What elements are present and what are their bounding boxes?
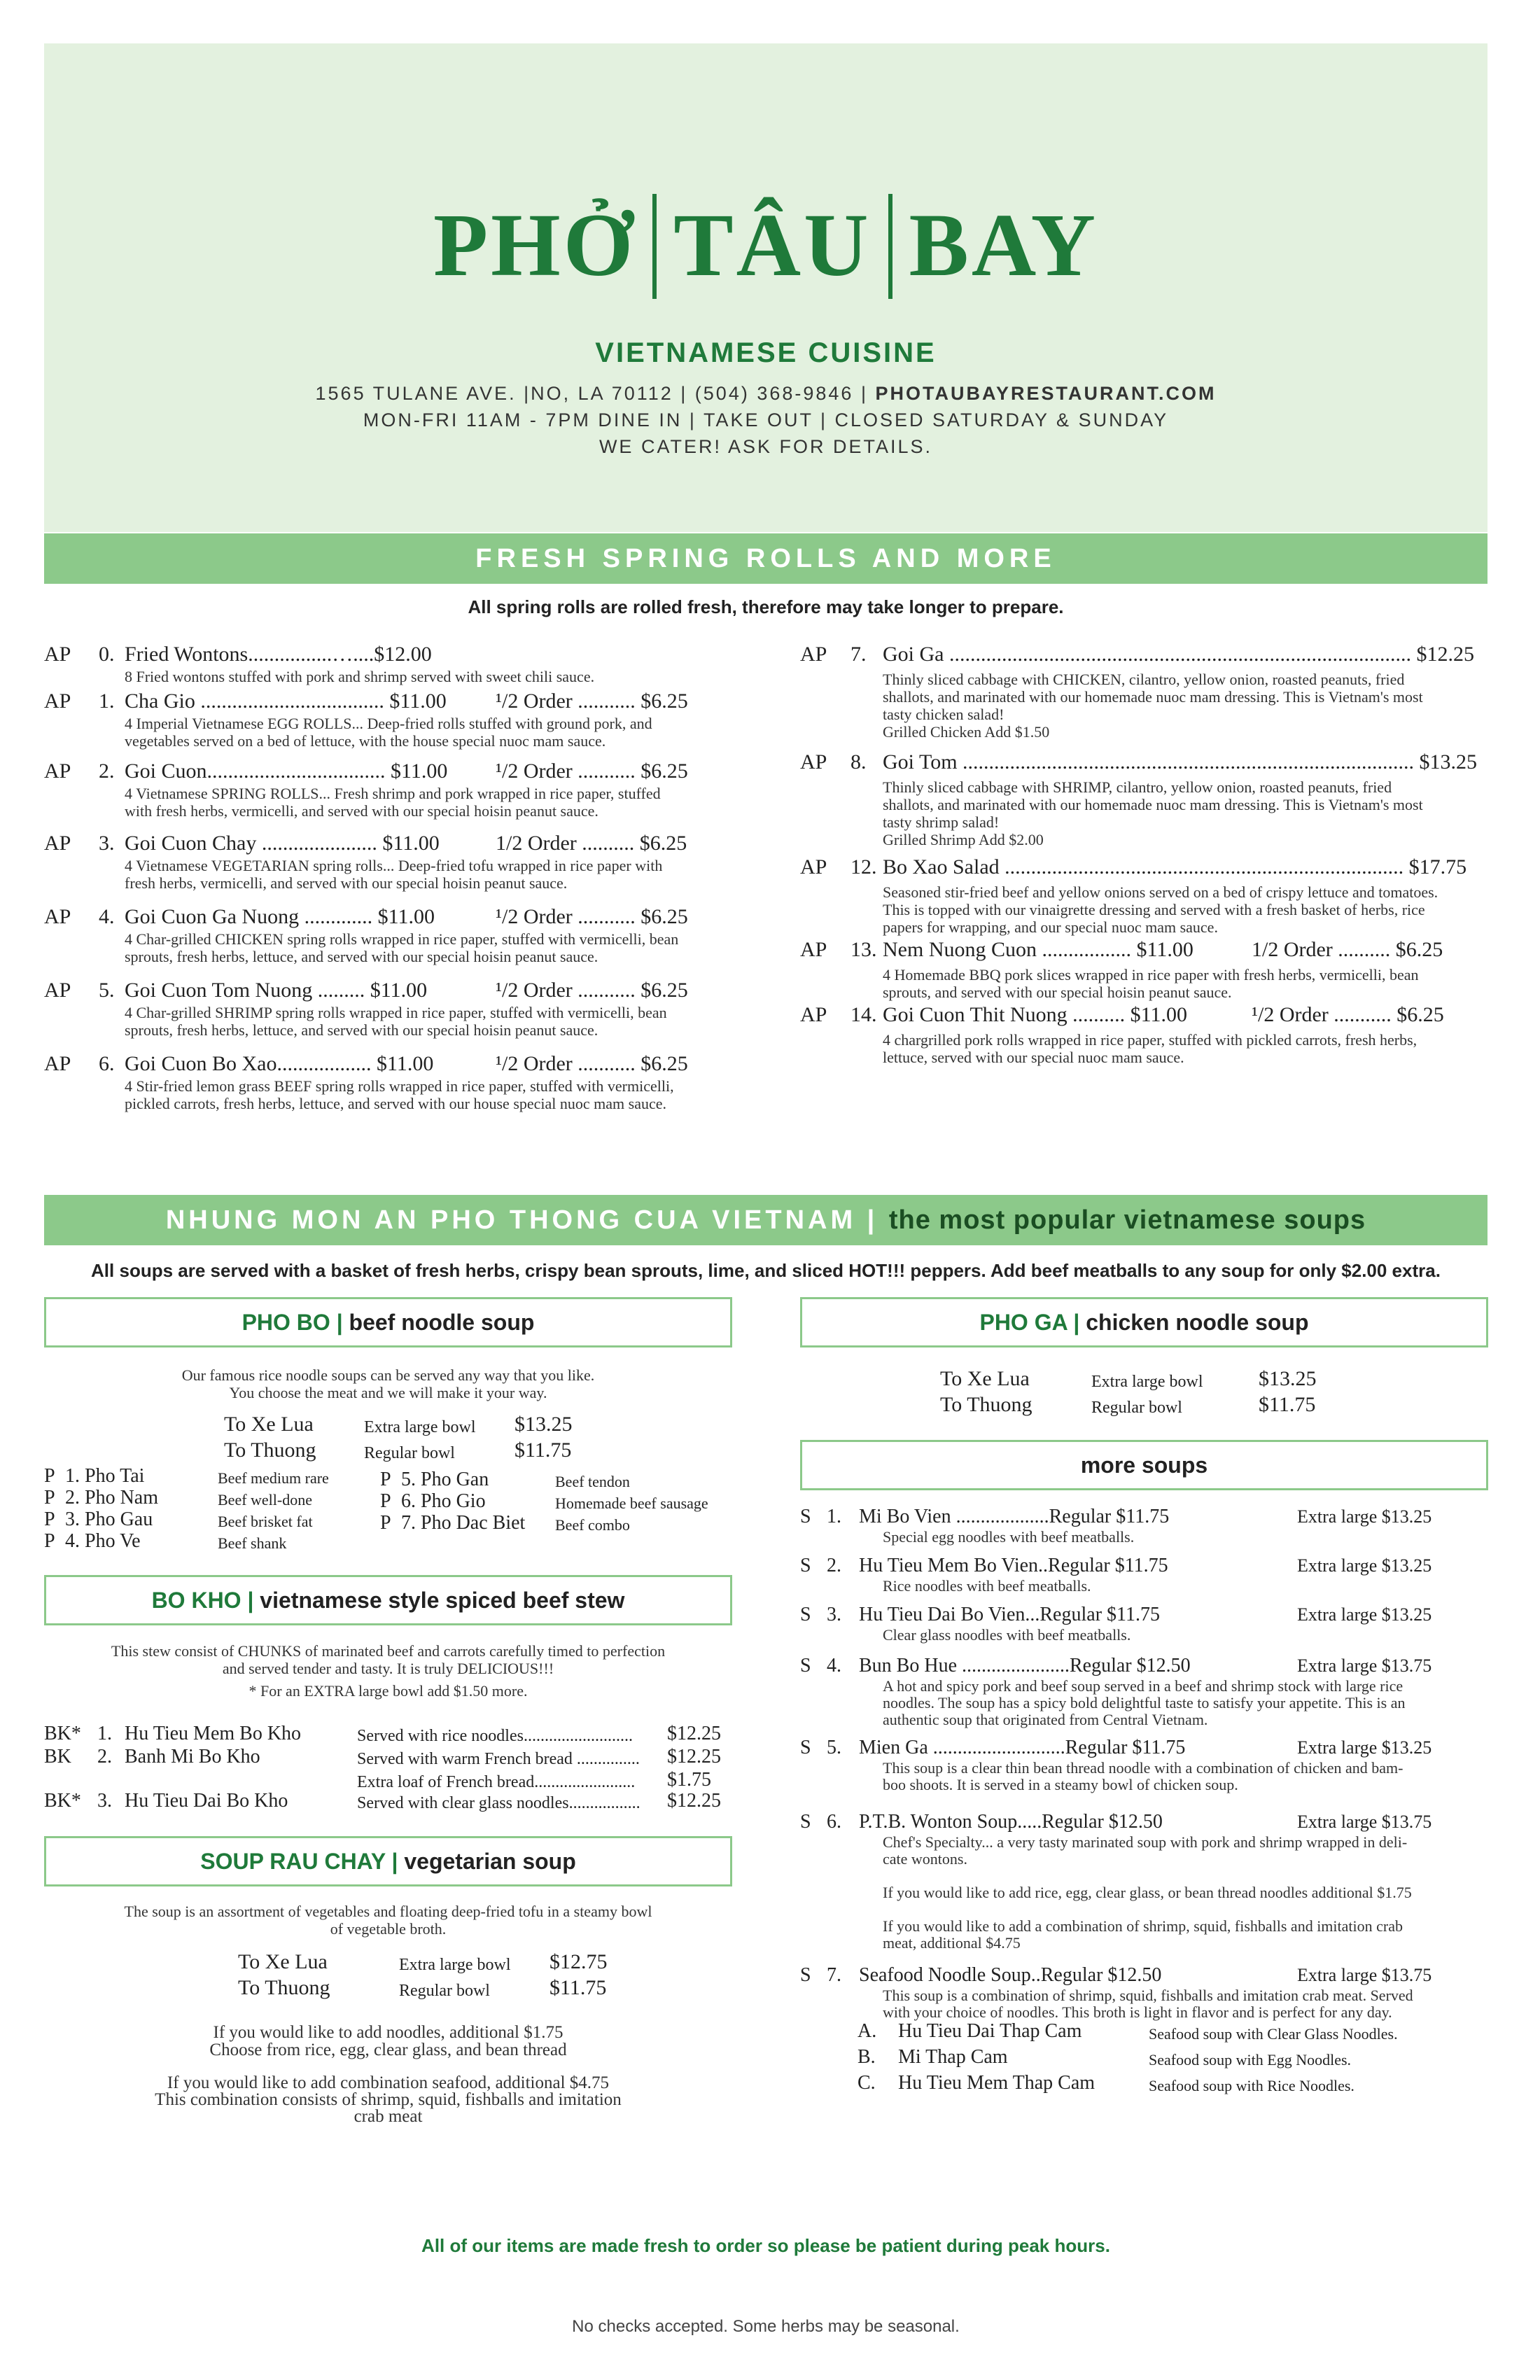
header-panel [44, 43, 1488, 532]
item-description: 4 Imperial Vietnamese EGG ROLLS... Deep-fried rolls stuffed with ground pork, and [125, 715, 652, 732]
option-name: Hu Tieu Mem Thap Cam [898, 2072, 1096, 2094]
item-code: AP [44, 690, 71, 713]
item-number: 6. [827, 1811, 841, 1833]
menu-item [44, 643, 730, 684]
item-description: Special egg noodles with beef meatballs. [883, 1528, 1135, 1546]
checks-note: No checks accepted. Some herbs may be seasonal. [572, 2317, 960, 2336]
item-number: 0. [99, 643, 115, 666]
half-order-price: ¹/2 Order ........... $6.25 [496, 690, 688, 713]
item-number: 8. [850, 750, 867, 774]
item-description: If you would like to add rice, egg, clear glass, or bean thread noodles additional $1.75 [883, 1884, 1412, 1901]
item-description: 4 Stir-fried lemon grass BEEF spring rolls wrapped in rice paper, stuffed with vermicelli, [125, 1077, 674, 1095]
item-description: Thinly sliced cabbage with SHRIMP, cilantro, yellow onion, roasted peanuts, fried [883, 778, 1392, 796]
item-number: 2. [99, 760, 115, 783]
size-name: To Xe Lua [238, 1950, 328, 1973]
item-description: If you would like to add a combination of shrimp, squid, fishballs and imitation crab [883, 1917, 1403, 1935]
item-description: tasty shrimp salad! [883, 813, 1000, 831]
size-label: Extra large bowl [1091, 1373, 1203, 1391]
item-description: Homemade beef sausage [555, 1494, 708, 1512]
item-code: BK* [44, 1723, 81, 1744]
item-description: tasty chicken salad! [883, 706, 1004, 723]
logo-divider [888, 194, 892, 299]
item-number: 13. [850, 938, 877, 961]
option-name: Hu Tieu Dai Thap Cam [898, 2020, 1082, 2042]
item-number: 3. [97, 1790, 112, 1812]
pho-ga-header [800, 1297, 1488, 1348]
menu-item [44, 832, 730, 890]
bo-kho-intro-1: This stew consist of CHUNKS of marinated beef and carrots carefully timed to perfection [111, 1642, 666, 1660]
pho-ga-subtitle: chicken noodle soup [1086, 1310, 1309, 1335]
fresh-note: All of our items are made fresh to order so please be patient during peak hours. [421, 2235, 1110, 2256]
size-name: To Thuong [224, 1438, 316, 1462]
item-description: Extra loaf of French bread........................ [357, 1773, 636, 1791]
item-code: AP [800, 938, 827, 961]
item-name-price: Goi Cuon Chay ...................... $11.00 [125, 832, 440, 855]
rau-chay-title: SOUP RAU CHAY | [200, 1849, 398, 1874]
item-name-price: P.T.B. Wonton Soup.....Regular $12.50 [859, 1811, 1163, 1833]
item-name-price: Goi Tom ...................................................................................... $13.25 [883, 750, 1478, 774]
item-name-price: Nem Nuong Cuon ................. $11.00 [883, 938, 1194, 961]
item-number: 6. [99, 1052, 115, 1075]
item-code: AP [44, 979, 71, 1002]
item-code: AP [44, 643, 71, 666]
item-name-price: Hu Tieu Dai Bo Vien...Regular $11.75 [859, 1604, 1160, 1625]
item-number: 2. [827, 1555, 841, 1576]
item-description: authentic soup that originated from Central Vietnam. [883, 1711, 1208, 1728]
item-description: 8 Fried wontons stuffed with pork and shrimp served with sweet chili sauce. [125, 668, 595, 685]
item-name-price: Goi Cuon Bo Xao.................. $11.00 [125, 1052, 434, 1075]
size-price: $11.75 [514, 1438, 572, 1462]
item-description: Rice noodles with beef meatballs. [883, 1577, 1091, 1595]
logo-word-bay: BAY [909, 195, 1099, 295]
extra-large-price: Extra large $13.75 [1297, 1812, 1432, 1832]
item-price: $12.25 [667, 1746, 721, 1768]
item-description: shallots, and marinated with our homemade nuoc mam dressing. This is Vietnam's most [883, 796, 1423, 813]
bo-kho-intro-2: and served tender and tasty. It is truly DELICIOUS!!! [222, 1660, 554, 1677]
bo-kho-intro-3: * For an EXTRA large bowl add $1.50 more. [248, 1682, 528, 1700]
item-price: $12.25 [667, 1790, 721, 1812]
item-name-price: Goi Cuon Ga Nuong ............. $11.00 [125, 905, 435, 928]
size-label: Extra large bowl [399, 1956, 511, 1974]
item-number: 4. [99, 905, 115, 928]
item-description: papers for wrapping, and our special nuoc mam sauce. [883, 918, 1218, 936]
item-code: AP [800, 750, 827, 774]
size-price: $11.75 [1259, 1393, 1316, 1416]
item-code: AP [44, 905, 71, 928]
item-name: Hu Tieu Mem Bo Kho [125, 1723, 302, 1744]
item-description: This soup is a combination of shrimp, squid, fishballs and imitation crab meat. Served [883, 1987, 1413, 2004]
menu-item [800, 1003, 1488, 1065]
soup-item [800, 1505, 1488, 1546]
item-price: $12.25 [667, 1723, 721, 1744]
soup-item [800, 1654, 1488, 1730]
menu-item [800, 938, 1488, 1000]
item-description: Served with rice noodles.......................... [357, 1727, 633, 1745]
item-description: 4 Homemade BBQ pork slices wrapped in rice paper with fresh herbs, vermicelli, bean [883, 966, 1419, 983]
extra-large-price: Extra large $13.25 [1297, 1555, 1432, 1576]
pho-ga-title: PHO GA | [979, 1310, 1080, 1335]
item-code: AP [800, 1003, 827, 1026]
item-description: pickled carrots, fresh herbs, lettuce, and served with our house special nuoc mam sauce. [125, 1095, 667, 1112]
logo-word-tau: TÂU [673, 195, 872, 295]
item-name: 5. Pho Gan [401, 1469, 489, 1490]
item-description: Grilled Chicken Add $1.50 [883, 723, 1050, 741]
rau-chay-intro-1: The soup is an assortment of vegetables and floating deep-fried tofu in a steamy bowl [124, 1903, 652, 1920]
option-letter: A. [858, 2020, 877, 2042]
soups-banner-english: the most popular vietnamese soups [888, 1205, 1366, 1235]
item-name: 4. Pho Ve [65, 1530, 141, 1552]
size-label: Regular bowl [1091, 1399, 1182, 1417]
item-name-price: Goi Cuon Thit Nuong .......... $11.00 [883, 1003, 1188, 1026]
item-name-price: Fried Wontons................…....$12.00 [125, 643, 432, 666]
rau-chay-intro-2: of vegetable broth. [330, 1920, 447, 1938]
item-description: sprouts, fresh herbs, lettuce, and served with our special hoisin peanut sauce. [125, 1021, 598, 1039]
item-description: Served with warm French bread ............... [357, 1750, 640, 1768]
item-code: AP [800, 855, 827, 878]
item-description: 4 Char-grilled SHRIMP spring rolls wrapped in rice paper, stuffed with vermicelli, bean [125, 1004, 667, 1021]
item-description: Beef shank [218, 1534, 287, 1552]
item-code: BK [44, 1746, 71, 1768]
item-number: 4. [827, 1655, 841, 1676]
soups-note: All soups are served with a basket of fresh herbs, crispy bean sprouts, lime, and sliced HOT!!! peppers. Add beef meatballs to any soup for only $2.00 extra. [91, 1260, 1441, 1281]
menu-item [44, 690, 730, 748]
more-soups-header [800, 1440, 1488, 1490]
item-number: 5. [827, 1737, 841, 1758]
item-code: P [44, 1530, 55, 1552]
item-description: Beef medium rare [218, 1469, 329, 1487]
rau-chay-noodles-2: Choose from rice, egg, clear glass, and bean thread [209, 2040, 567, 2059]
item-description: cate wontons. [883, 1850, 967, 1868]
item-number: 7. [850, 643, 867, 666]
item-description: noodles. The soup has a spicy bold delightful taste to satisfy your appetite. This is an [883, 1694, 1406, 1712]
item-name-price: Mi Bo Vien ...................Regular $11.75 [859, 1506, 1170, 1527]
item-description: Served with clear glass noodles................. [357, 1794, 640, 1812]
item-code: AP [44, 760, 71, 783]
item-description: Chef's Specialty... a very tasty marinated soup with pork and shrimp wrapped in deli- [883, 1833, 1408, 1851]
item-description: sprouts, fresh herbs, lettuce, and served with our special hoisin peanut sauce. [125, 948, 598, 965]
address-text: 1565 TULANE AVE. |NO, LA 70112 | (504) 368-9846 | [315, 383, 868, 404]
size-price: $11.75 [550, 1976, 607, 1999]
item-code: S [800, 1506, 811, 1527]
pho-bo-subtitle: beef noodle soup [349, 1310, 535, 1335]
extra-large-price: Extra large $13.75 [1297, 1965, 1432, 1985]
size-name: To Thuong [238, 1976, 330, 1999]
item-code: AP [800, 643, 827, 666]
pho-bo-header [44, 1297, 732, 1348]
item-code: S [800, 1604, 811, 1625]
half-order-price: ¹/2 Order ........... $6.25 [496, 979, 688, 1002]
item-description: Clear glass noodles with beef meatballs. [883, 1626, 1131, 1644]
extra-large-price: Extra large $13.25 [1297, 1506, 1432, 1527]
size-name: To Thuong [940, 1393, 1032, 1416]
rau-chay-subtitle: vegetarian soup [404, 1849, 576, 1874]
option-letter: C. [858, 2072, 876, 2094]
half-order-price: ¹/2 Order ........... $6.25 [496, 760, 688, 783]
item-description: 4 Char-grilled CHICKEN spring rolls wrapped in rice paper, stuffed with vermicelli, bean [125, 930, 679, 948]
item-name: 7. Pho Dac Biet [401, 1512, 526, 1534]
item-name-price: Goi Cuon.................................. $11.00 [125, 760, 448, 783]
half-order-price: ¹/2 Order ........... $6.25 [496, 1052, 688, 1075]
rau-chay-header [44, 1836, 732, 1886]
more-soups-title: more soups [1080, 1452, 1208, 1478]
soup-item [800, 1554, 1488, 1595]
logo-word-pho: PHỞ [433, 195, 636, 295]
size-label: Extra large bowl [364, 1418, 476, 1436]
pho-bo-intro-2: You choose the meat and we will make it your way. [229, 1384, 547, 1401]
item-code: P [380, 1512, 391, 1534]
restaurant-logo [44, 194, 1488, 307]
half-order-price: 1/2 Order .......... $6.25 [496, 832, 687, 855]
item-name-price: Cha Gio ................................... $11.00 [125, 690, 447, 713]
address-line [44, 383, 1488, 405]
item-description: with your choice of noodles. This broth is light in flavor and is perfect for any day. [883, 2003, 1392, 2021]
item-number: 5. [99, 979, 115, 1002]
item-number: 3. [827, 1604, 841, 1625]
item-description: 4 Vietnamese VEGETARIAN spring rolls... Deep-fried tofu wrapped in rice paper with [125, 857, 663, 874]
pho-bo-title: PHO BO | [241, 1310, 343, 1335]
item-name: 2. Pho Nam [65, 1487, 158, 1508]
half-order-price: ¹/2 Order ........... $6.25 [1252, 1003, 1444, 1026]
item-description: 4 chargrilled pork rolls wrapped in rice paper, stuffed with pickled carrots, fresh herbs, [883, 1031, 1418, 1049]
rau-chay-seafood-3: crab meat [354, 2107, 423, 2126]
item-description: Seasoned stir-fried beef and yellow onions served on a bed of crispy lettuce and tomatoes. [883, 883, 1438, 901]
soup-item [800, 1963, 1488, 2022]
website-link[interactable]: PHOTAUBAYRESTAURANT.COM [875, 383, 1217, 404]
item-description: boo shoots. It is served in a steamy bowl of chicken soup. [883, 1776, 1238, 1793]
hours-line: MON-FRI 11AM - 7PM DINE IN | TAKE OUT | CLOSED SATURDAY & SUNDAY [363, 410, 1169, 430]
item-name-price: Seafood Noodle Soup..Regular $12.50 [859, 1964, 1162, 1986]
size-label: Regular bowl [364, 1444, 455, 1462]
rau-chay-noodles-1: If you would like to add noodles, additional $1.75 [213, 2023, 564, 2042]
soup-item [800, 1736, 1488, 1795]
item-description: Beef combo [555, 1516, 630, 1534]
rau-chay-seafood-2: This combination consists of shrimp, squid, fishballs and imitation [155, 2090, 622, 2109]
item-name-price: Bo Xao Salad ............................................................................ $17.75 [883, 855, 1467, 878]
item-name: Banh Mi Bo Kho [125, 1746, 260, 1768]
item-name: 1. Pho Tai [65, 1465, 145, 1487]
item-description: meat, additional $4.75 [883, 1934, 1021, 1952]
item-description: Grilled Shrimp Add $2.00 [883, 831, 1044, 848]
item-number: 2. [97, 1746, 112, 1768]
item-name-price: Mien Ga ...........................Regular $11.75 [859, 1737, 1186, 1758]
size-price: $13.25 [514, 1413, 573, 1436]
half-order-price: 1/2 Order .......... $6.25 [1252, 938, 1443, 961]
item-code: P [44, 1487, 55, 1508]
item-description: Beef brisket fat [218, 1513, 313, 1530]
spring-rolls-banner: FRESH SPRING ROLLS AND MORE [44, 533, 1488, 584]
item-name-price: Goi Ga ........................................................................................ $12.25 [883, 643, 1474, 666]
item-number: 12. [850, 855, 877, 878]
logo-divider [652, 194, 657, 299]
item-code: AP [44, 832, 71, 855]
item-code: P [44, 1465, 55, 1487]
item-number: 1. [99, 690, 115, 713]
option-description: Seafood soup with Egg Noodles. [1149, 2051, 1352, 2068]
item-number: 1. [827, 1506, 841, 1527]
item-name: 6. Pho Gio [401, 1490, 486, 1512]
size-price: $13.25 [1259, 1367, 1317, 1390]
item-code: S [800, 1655, 811, 1676]
option-letter: B. [858, 2046, 876, 2068]
spring-rolls-note: All spring rolls are rolled fresh, therefore may take longer to prepare. [468, 596, 1064, 617]
option-description: Seafood soup with Rice Noodles. [1149, 2077, 1354, 2094]
extra-large-price: Extra large $13.25 [1297, 1737, 1432, 1758]
rau-chay-seafood-1: If you would like to add combination seafood, additional $4.75 [167, 2073, 610, 2092]
item-name: Hu Tieu Dai Bo Kho [125, 1790, 288, 1812]
size-name: To Xe Lua [940, 1367, 1030, 1390]
option-name: Mi Thap Cam [898, 2046, 1008, 2068]
extra-large-price: Extra large $13.25 [1297, 1604, 1432, 1625]
item-description: fresh herbs, vermicelli, and served with our special hoisin peanut sauce. [125, 874, 568, 892]
item-code: S [800, 1964, 811, 1986]
soups-banner [44, 1195, 1488, 1245]
soup-item [800, 1603, 1488, 1644]
item-description: with fresh herbs, vermicelli, and served with our special hoisin peanut sauce. [125, 802, 598, 820]
cater-line: WE CATER! ASK FOR DETAILS. [598, 436, 933, 457]
item-name-price: Goi Cuon Tom Nuong ......... $11.00 [125, 979, 428, 1002]
item-code: P [380, 1469, 391, 1490]
pho-bo-intro-1: Our famous rice noodle soups can be served any way that you like. [181, 1366, 595, 1384]
bo-kho-title: BO KHO | [151, 1588, 254, 1613]
menu-item [44, 760, 730, 818]
item-name-price: Bun Bo Hue ......................Regular $12.50 [859, 1655, 1191, 1676]
size-name: To Xe Lua [224, 1413, 314, 1436]
item-description: vegetables served on a bed of lettuce, with the house special nuoc mam sauce. [125, 732, 606, 750]
size-price: $12.75 [550, 1950, 608, 1973]
item-code: AP [44, 1052, 71, 1075]
soup-item [800, 1810, 1488, 1956]
item-code: S [800, 1737, 811, 1758]
item-description: lettuce, served with our special nuoc mam sauce. [883, 1049, 1184, 1066]
half-order-price: ¹/2 Order ........... $6.25 [496, 905, 688, 928]
item-description: shallots, and marinated with our homemade nuoc mam dressing. This is Vietnam's most [883, 688, 1423, 706]
item-description: Thinly sliced cabbage with CHICKEN, cilantro, yellow onion, roasted peanuts, fried [883, 671, 1405, 688]
item-description: This soup is a clear thin bean thread noodle with a combination of chicken and bam- [883, 1759, 1404, 1777]
bo-kho-header [44, 1575, 732, 1625]
item-name-price: Hu Tieu Mem Bo Vien..Regular $11.75 [859, 1555, 1168, 1576]
item-number: 1. [97, 1723, 112, 1744]
item-code: P [380, 1490, 391, 1512]
menu-item [44, 905, 730, 964]
item-code: P [44, 1508, 55, 1530]
item-price: $1.75 [667, 1769, 711, 1791]
bo-kho-subtitle: vietnamese style spiced beef stew [260, 1588, 625, 1613]
size-label: Regular bowl [399, 1982, 490, 2000]
option-description: Seafood soup with Clear Glass Noodles. [1149, 2025, 1398, 2043]
item-description: 4 Vietnamese SPRING ROLLS... Fresh shrimp and pork wrapped in rice paper, stuffed [125, 785, 661, 802]
menu-item [800, 750, 1488, 847]
item-description: A hot and spicy pork and beef soup served in a beef and shrimp stock with large rice [883, 1677, 1404, 1695]
menu-item [44, 979, 730, 1037]
menu-item [800, 643, 1488, 739]
item-description: Beef tendon [555, 1473, 630, 1490]
item-number: 7. [827, 1964, 841, 1986]
item-number: 14. [850, 1003, 877, 1026]
item-name: 3. Pho Gau [65, 1508, 153, 1530]
item-description: sprouts, and served with our special hoisin peanut sauce. [883, 983, 1232, 1001]
menu-item [44, 1052, 730, 1111]
item-description: Beef well-done [218, 1491, 312, 1508]
extra-large-price: Extra large $13.75 [1297, 1656, 1432, 1676]
item-description: This is topped with our vinaigrette dressing and served with a fresh basket of herbs, rice [883, 901, 1425, 918]
item-code: BK* [44, 1790, 81, 1812]
item-number: 3. [99, 832, 115, 855]
soups-banner-vietnamese: NHUNG MON AN PHO THONG CUA VIETNAM | [165, 1205, 878, 1235]
item-code: S [800, 1811, 811, 1833]
menu-item [800, 855, 1488, 934]
cuisine-subtitle: VIETNAMESE CUISINE [595, 337, 937, 368]
item-code: S [800, 1555, 811, 1576]
